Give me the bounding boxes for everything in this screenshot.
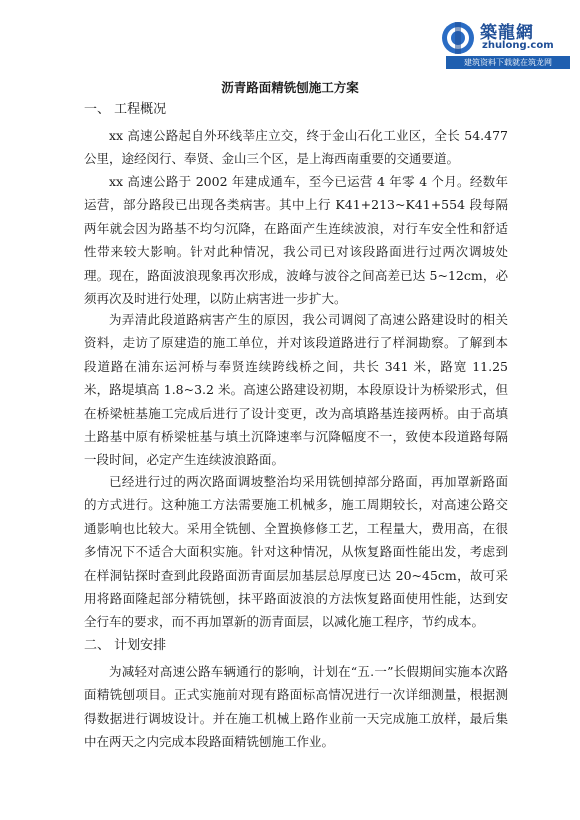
document-title: 沥青路面精铣刨施工方案 (221, 80, 359, 95)
overview-paragraph-3: 为弄清此段道路病害产生的原因，我公司调阅了高速公路建设时的相关资料，走访了原建造的施工单位，并对该段道路进行了样洞勘察。了解到本段道路在浦东运河桥与奉贤连续跨线桥之间，共长 341 米，路宽 11.25 米，路堤填高 1.8~3.2 米。高速公路建设初期，本段原设计为桥梁形式，但在桥梁桩基施工完成后进行了设计变更，改为高填路基连接两桥。由于高填土路基中原有桥梁桩基与填土沉降速率与沉降幅度不一，致使本段道路每隔一段时间，必定产生连续波浪路面。 (84, 312, 508, 468)
zhulong-watermark-logo (440, 18, 570, 70)
overview-paragraph-2: xx 高速公路于 2002 年建成通车，至今已运营 4 年零 4 个月。经数年运营，部分路段已出现各类病害。其中上行 K41+213~K41+554 段每隔两年就会因为路基不均匀沉降，在路面产生连续波浪，对行车安全性和舒适性带来较大影响。针对此种情况，我公司已对该段路面进行过两次调坡处理。现在，路面波浪现象再次形成，波峰与波谷之间高差已达 5~12cm，必须再次及时进行处理，以防止病害进一步扩大。 (84, 174, 508, 307)
overview-paragraph-4: 已经进行过的两次路面调坡整治均采用铣刨掉部分路面，再加罩新路面的方式进行。这种施工方法需要施工机械多，施工周期较长，对高速公路交通影响也比较大。采用全铣刨、全置换修修工艺，工程量大，费用高，在很多情况下不适合大面积实施。针对这种情况，从恢复路面性能出发，考虑到在样洞钻探时查到此段路面沥青面层加基层总厚度已达 20~45cm，故可采用将路面隆起部分精铣刨，抹平路面波浪的方法恢复路面使用性能，达到安全行车的要求，而不再加罩新的沥青面层，以减化施工程序，节约成本。 (84, 474, 508, 630)
section-heading-plan: 二、 计划安排 (84, 638, 167, 653)
watermark-slogan: 建筑资料下载就在筑龙网 (446, 56, 570, 69)
watermark-name: 築龍網 (480, 23, 534, 43)
section-heading-overview: 一、 工程概况 (84, 102, 167, 117)
watermark-domain: zhulong.com (482, 40, 554, 51)
overview-paragraph-1: xx 高速公路起自外环线莘庄立交，终于金山石化工业区，全长 54.477 公里，途经闵行、奉贤、金山三个区，是上海西南重要的交通要道。 (84, 128, 508, 167)
zhulong-logo-icon (440, 20, 476, 56)
plan-paragraph-1: 为减轻对高速公路车辆通行的影响，计划在“五.一”长假期间实施本次路面精铣刨项目。正式实施前对现有路面标高情况进行一次详细测量，根据测得数据进行调坡设计。并在施工机械上路作业前一天完成施工放样，最后集中在两天之内完成本段路面精铣刨施工作业。 (84, 664, 508, 750)
